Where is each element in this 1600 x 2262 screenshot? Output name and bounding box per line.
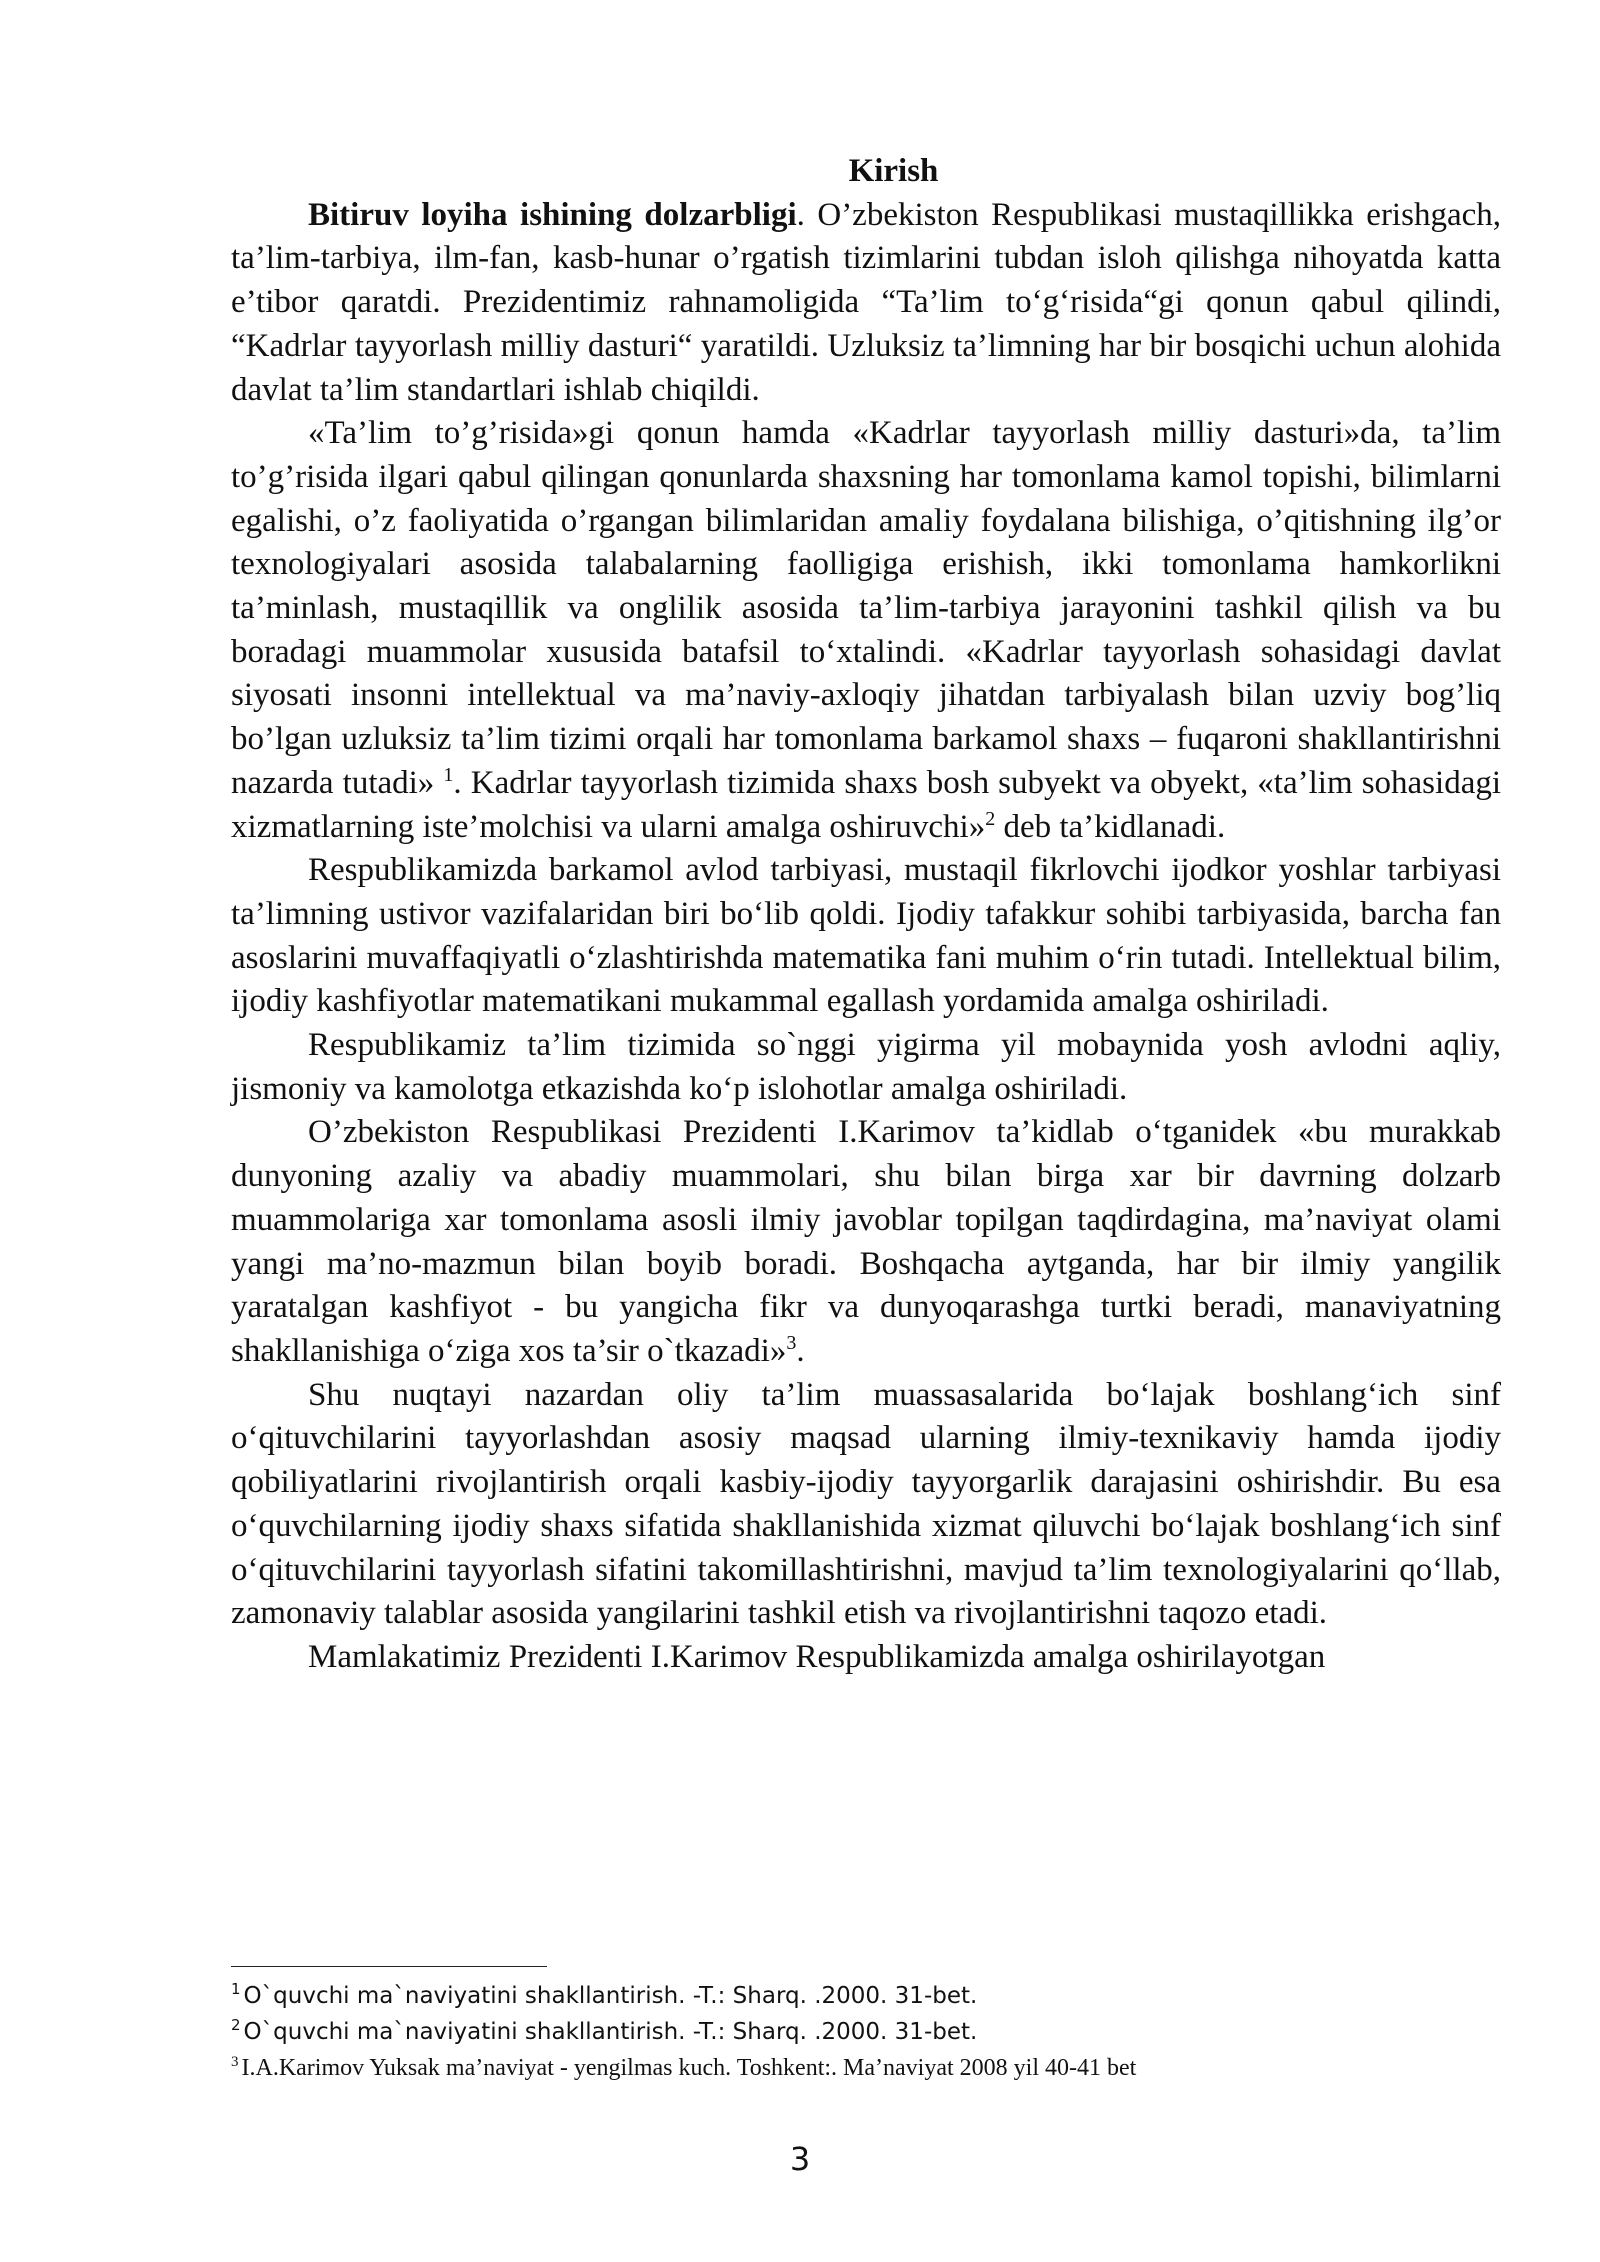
paragraph-reforms: Respublikamiz ta’lim tizimida so`nggi yigirma yil mobaynida yosh avlodni aqliy, jismoniy va kamolotga etkazishda ko‘p islohotlar amalga oshiriladi. — [231, 1027, 1501, 1107]
footnote-number: 3 — [231, 2054, 239, 2070]
paragraph-text: . Kadrlar tayyorlash tizimida shaxs bosh subyekt va obyekt, «ta’lim sohasidagi xizmatlarning iste’molchisi va ularni amalga oshiruvchi» — [231, 764, 1502, 845]
paragraph-teachers: Shu nuqtayi nazardan oliy ta’lim muassasalarida bo‘lajak boshlang‘ich sinf o‘qituvchilarini tayyorlashdan asosiy maqsad ularning ilmiy-texnikaviy hamda ijodiy qobiliyatlarini rivojlantirish orqali kasbiy-ijodiy tayyorgarlik darajasini oshirishdir. Bu esa o‘quvchilarning ijodiy shaxs sifatida shakllanishida xizmat qiluvchi bo‘lajak boshlang‘ich sinf o‘qituvchilarini tayyorlash sifatini takomillashtirishni, mavjud ta’lim texnologiyalarini qo‘llab, zamonaviy talablar asosida yangilarini tashkil etish va rivojlantirishni taqozo etadi. — [231, 1376, 1501, 1632]
paragraph-text: deb ta’kidlanadi. — [995, 808, 1226, 845]
paragraph-text: . — [796, 1332, 805, 1369]
paragraph-law — [231, 412, 1501, 849]
footnote-ref-1: 1 — [443, 763, 454, 786]
paragraph-text: «Ta’lim to’g’risida»gi qonun hamda «Kadrlar tayyorlash milliy dasturi»da, ta’lim to’g’risida ilgari qabul qilingan qonunlarda shaxsning har tomonlama kamol topishi, bilimlarni egalishi, o’z faoliyatida o’rgangan bilimlaridan amaliy foydalana bilishiga, o’qitishning ilg’or texnologiyalari asosida talabalarning faolligiga erishish, ikki tomonlama hamkorlikni ta’minlash, mustaqillik va onglilik asosida ta’lim-tarbiya jarayonini tashkil qilish va bu boradagi muammolar xususida batafsil to‘xtalindi. «Kadrlar tayyorlash sohasidagi davlat siyosati insonni intellektual va ma’naviy-axloqiy jihatdan tarbiyalash bilan uzviy bog’liq bo’lgan uzluksiz ta’lim tizimi orqali har tomonlama barkamol shaxs – fuqaroni shakllantirishni nazarda tutadi» — [231, 415, 1501, 801]
paragraph-generation: Respublikamizda barkamol avlod tarbiyasi, mustaqil fikrlovchi ijodkor yoshlar tarbiyasi ta’limning ustivor vazifalaridan biri bo‘lib qoldi. Ijodiy tafakkur sohibi tarbiyasida, barcha fan asoslarini muvaffaqiyatli o‘zlashtirishda matematika fani muhim o‘rin tutadi. Intellektual bilim, ijodiy kashfiyotlar matematikani mukammal egallash yordamida amalga oshiriladi. — [231, 852, 1501, 1020]
paragraph-relevance — [231, 194, 1501, 413]
footnote-text: O`quvchi ma`naviyatini shakllantirish. -T.: Sharq. .2000. 31-bet. — [243, 2019, 978, 2045]
section-title: Kirish — [848, 153, 939, 189]
paragraph-heading: Bitiruv loyiha ishining dolzarbligi — [308, 196, 797, 233]
paragraph-quote — [231, 1111, 1501, 1373]
footnote-text: I.A.Karimov Yuksak ma’naviyat - yengilmas kuch. Toshkent:. Ma’naviyat 2008 yil 40-41 bet — [241, 2055, 1137, 2081]
footnote-separator — [231, 1966, 547, 1967]
paragraph-president: Mamlakatimiz Prezidenti I.Karimov Respublikamizda amalga oshirilayotgan — [308, 1638, 1326, 1675]
paragraph-text: . O’zbekiston Respublikasi mustaqillikka erishgach, ta’lim-tarbiya, ilm-fan, kasb-hunar o’rgatish tizimlarini tubdan isloh qilishga nihoyatda katta e’tibor qaratdi. Prezidentimiz rahnamoligida “Ta’lim to‘g‘risida“gi qonun qabul qilindi, “Kadrlar tayyorlash milliy dasturi“ yaratildi. Uzluksiz ta’limning har bir bosqichi uchun alohida davlat ta’lim standartlari ishlab chiqildi. — [231, 196, 1501, 408]
footnote-1 — [231, 1978, 1501, 2014]
page-number: 3 — [789, 2140, 811, 2178]
footnote-number: 1 — [231, 1980, 241, 1999]
footnote-text: O`quvchi ma`naviyatini shakllantirish. -T.: Sharq. .2000. 31-bet. — [243, 1983, 978, 2009]
body-text — [231, 150, 1501, 1680]
paragraph-text: O’zbekiston Respublikasi Prezidenti I.Karimov ta’kidlab o‘tganidek «bu murakkab dunyoning azaliy va abadiy muammolari, shu bilan birga xar bir davrning dolzarb muammolariga xar tomonlama asosli ilmiy javoblar topilgan taqdirdagina, ma’naviyat olami yangi ma’no-mazmun bilan boyib boradi. Boshqacha aytganda, har bir ilmiy yangilik yaratalgan kashfiyot - bu yangicha fikr va dunyoqarashga turtki beradi, manaviyatning shakllanishiga o‘ziga xos ta’sir o`tkazadi» — [231, 1114, 1501, 1369]
footnote-2 — [231, 2014, 1501, 2050]
footnote-ref-2: 2 — [985, 807, 996, 830]
footnotes — [231, 1978, 1501, 2086]
footnote-ref-3: 3 — [786, 1331, 797, 1354]
footnote-number: 2 — [231, 2016, 241, 2035]
footnote-3 — [231, 2050, 1501, 2086]
